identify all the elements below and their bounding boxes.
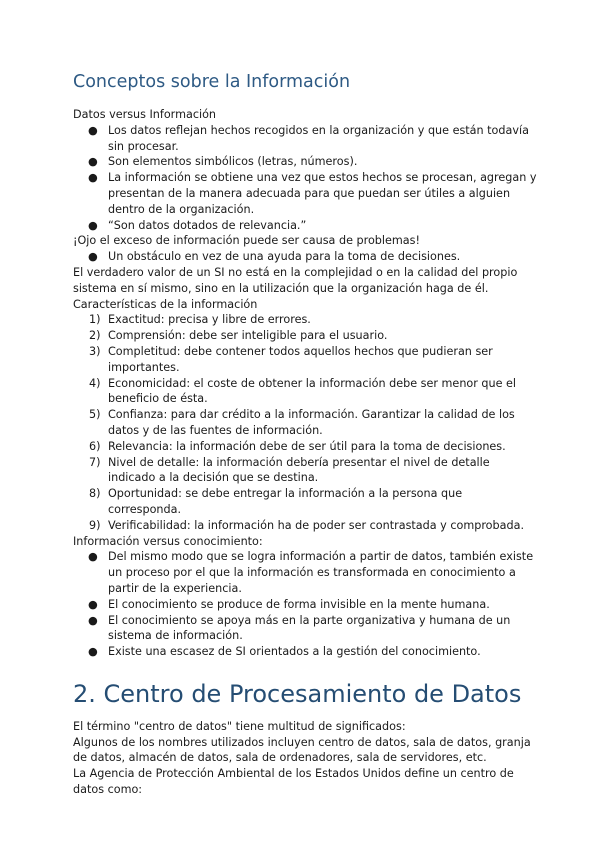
list-item-text: Oportunidad: se debe entregar la información a la persona que corresponda. [108, 487, 463, 516]
list-item-text: Economicidad: el coste de obtener la información debe ser menor que el beneficio de ésta. [108, 376, 517, 406]
bullet-icon: ● [88, 171, 98, 185]
bullet-icon: ● [88, 250, 98, 264]
list-item-text: Verificabilidad: la información ha de poder ser contrastada y comprobada. [108, 518, 524, 532]
list-item [73, 455, 538, 487]
list-item-text: Son elementos simbólicos (letras, números). [108, 155, 358, 169]
paragraph-caracteristicas: Características de la información [73, 297, 258, 311]
bullet-list-datos [73, 123, 538, 234]
bullet-icon: ● [88, 645, 98, 659]
list-item [73, 170, 538, 217]
list-item [73, 407, 538, 439]
list-number: 1) [89, 313, 101, 327]
list-item-text: El conocimiento se apoya más en la parte organizativa y humana de un sistema de información. [108, 613, 511, 643]
list-item-text: Comprensión: debe ser inteligible para el usuario. [108, 329, 388, 343]
list-item-text: Existe una escasez de SI orientados a la gestión del conocimiento. [108, 645, 481, 659]
list-number: 8) [89, 487, 101, 501]
list-item-text: Los datos reflejan hechos recogidos en la organización y que están todavía sin procesar. [108, 123, 529, 153]
bullet-icon: ● [88, 218, 98, 232]
list-item [73, 376, 538, 408]
paragraph-datos-vs-informacion: Datos versus Información [73, 108, 217, 121]
list-item [73, 613, 538, 645]
list-item-text: “Son datos dotados de relevancia.” [108, 218, 307, 232]
list-item [73, 344, 538, 376]
list-item [73, 597, 538, 613]
list-item [73, 123, 538, 155]
list-item-text: Un obstáculo en vez de una ayuda para la toma de decisiones. [108, 250, 461, 264]
list-item-text: Relevancia: la información debe de ser útil para la toma de decisiones. [108, 439, 506, 453]
list-item-text: La información se obtiene una vez que estos hechos se procesan, agregan y presentan de la manera adecuada para que puedan ser útiles a alguien dentro de la organización. [108, 171, 537, 216]
list-number: 3) [89, 344, 101, 358]
list-number: 4) [89, 376, 101, 390]
bullet-icon: ● [88, 550, 98, 564]
bullet-icon: ● [88, 597, 98, 611]
list-item [73, 218, 538, 234]
section-heading-conceptos: Conceptos sobre la Información [73, 72, 351, 92]
paragraph-info-vs-conocimiento: Información versus conocimiento: [73, 534, 263, 548]
bullet-list-ojo [73, 249, 538, 265]
list-item [73, 644, 538, 660]
bullet-icon: ● [88, 123, 98, 137]
list-item-text: El conocimiento se produce de forma invisible en la mente humana. [108, 597, 490, 611]
section-heading-centro-procesamiento: 2. Centro de Procesamiento de Datos [73, 679, 522, 708]
bullet-icon: ● [88, 155, 98, 169]
list-item [73, 486, 538, 518]
paragraph-ojo: ¡Ojo el exceso de información puede ser causa de problemas! [73, 234, 420, 248]
list-item-text: Confianza: para dar crédito a la información. Garantizar la calidad de los datos y de las fuentes de información. [108, 408, 515, 437]
list-item-text: Exactitud: precisa y libre de errores. [108, 313, 311, 327]
paragraph-valor-si: El verdadero valor de un SI no está en la complejidad o en la calidad del propio sistema en sí mismo, sino en la utilización que la organización haga de él. [73, 265, 518, 295]
list-number: 7) [89, 455, 101, 469]
list-number: 2) [89, 329, 101, 343]
bullet-list-conocimiento [73, 549, 538, 660]
list-item [73, 328, 538, 344]
list-item [73, 518, 538, 534]
list-item-text: Nivel de detalle: la información debería presentar el nivel de detalle indicado a la decisión que se destina. [108, 455, 490, 485]
paragraph-nombres: Algunos de los nombres utilizados incluyen centro de datos, sala de datos, granja de datos, almacén de datos, sala de ordenadores, sala de servidores, etc. [73, 735, 531, 765]
bullet-icon: ● [88, 613, 98, 627]
numbered-list-caracteristicas [73, 312, 538, 533]
paragraph-agencia: La Agencia de Protección Ambiental de los Estados Unidos define un centro de datos como: [73, 767, 514, 797]
list-number: 5) [89, 408, 101, 422]
list-item-text: Completitud: debe contener todos aquellos hechos que pudieran ser importantes. [108, 344, 493, 374]
list-item [73, 549, 538, 596]
list-number: 9) [89, 518, 101, 532]
list-item [73, 249, 538, 265]
page-content [73, 70, 538, 798]
list-number: 6) [89, 439, 101, 453]
list-item [73, 154, 538, 170]
list-item [73, 312, 538, 328]
paragraph-termino: El término "centro de datos" tiene multitud de significados: [73, 719, 406, 733]
list-item-text: Del mismo modo que se logra información a partir de datos, también existe un proceso por el que la información es transformada en conocimiento a partir de la experiencia. [108, 550, 534, 595]
list-item [73, 439, 538, 455]
